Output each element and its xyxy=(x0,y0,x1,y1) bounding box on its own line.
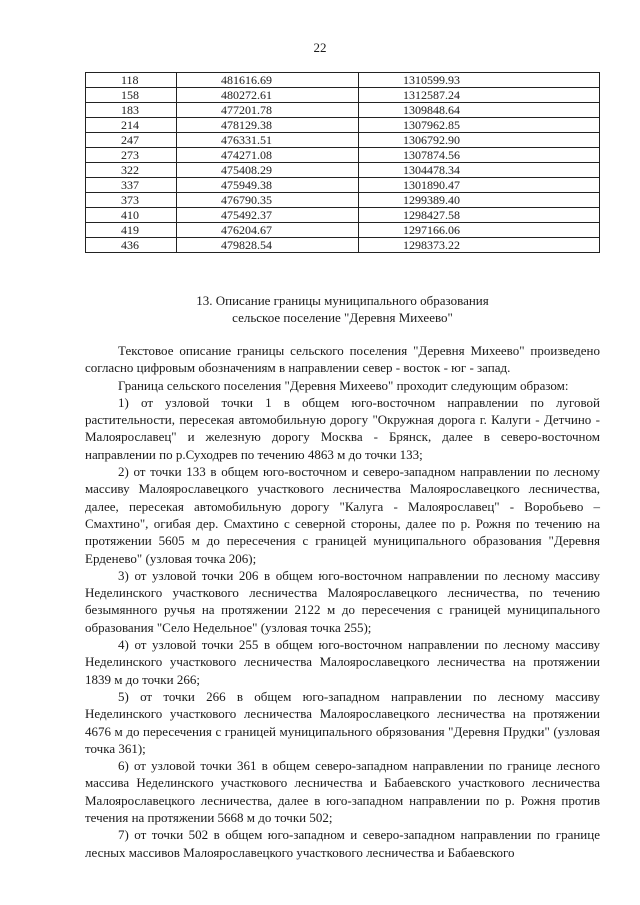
table-row xyxy=(86,73,600,88)
x-coordinate-cell: 476331.51 xyxy=(177,133,359,148)
y-coordinate-cell: 1298373.22 xyxy=(359,238,600,253)
x-coordinate-cell: 475408.29 xyxy=(177,163,359,178)
point-number-cell: 373 xyxy=(86,193,177,208)
section-title-line-1: 13. Описание границы муниципального образования xyxy=(196,293,489,308)
y-coordinate-cell: 1301890.47 xyxy=(359,178,600,193)
point-number-cell: 158 xyxy=(86,88,177,103)
table-row xyxy=(86,88,600,103)
x-coordinate-cell: 480272.61 xyxy=(177,88,359,103)
paragraph: 4) от узловой точки 255 в общем юго-восточном направлении по лесному массиву Неделинского участкового лесничества Малоярославецкого лесничества на протяжении 1839 м до точки 266; xyxy=(85,637,600,687)
table-row xyxy=(86,103,600,118)
y-coordinate-cell: 1306792.90 xyxy=(359,133,600,148)
boundary-description xyxy=(85,342,600,861)
page-number: 22 xyxy=(313,40,327,55)
table-row xyxy=(86,208,600,223)
x-coordinate-cell: 475949.38 xyxy=(177,178,359,193)
paragraph: 6) от узловой точки 361 в общем северо-западном направлении по границе лесного массива Неделинского участкового лесничества и Бабаевского участкового лесничества Малоярославецкого лесничества, далее в юго-западном направлении по р. Рожня против течения на протяжении 5668 м до точки 502; xyxy=(85,758,600,826)
point-number-cell: 337 xyxy=(86,178,177,193)
table-row xyxy=(86,223,600,238)
y-coordinate-cell: 1299389.40 xyxy=(359,193,600,208)
point-number-cell: 247 xyxy=(86,133,177,148)
y-coordinate-cell: 1307874.56 xyxy=(359,148,600,163)
x-coordinate-cell: 476790.35 xyxy=(177,193,359,208)
section-title xyxy=(85,292,600,326)
point-number-cell: 273 xyxy=(86,148,177,163)
y-coordinate-cell: 1304478.34 xyxy=(359,163,600,178)
point-number-cell: 214 xyxy=(86,118,177,133)
y-coordinate-cell: 1297166.06 xyxy=(359,223,600,238)
section-title-line-2: сельское поселение "Деревня Михеево" xyxy=(232,310,453,325)
x-coordinate-cell: 477201.78 xyxy=(177,103,359,118)
y-coordinate-cell: 1307962.85 xyxy=(359,118,600,133)
x-coordinate-cell: 474271.08 xyxy=(177,148,359,163)
x-coordinate-cell: 478129.38 xyxy=(177,118,359,133)
table-row xyxy=(86,163,600,178)
point-number-cell: 183 xyxy=(86,103,177,118)
table-row xyxy=(86,148,600,163)
x-coordinate-cell: 476204.67 xyxy=(177,223,359,238)
point-number-cell: 436 xyxy=(86,238,177,253)
coordinates-table xyxy=(85,72,600,253)
table-row xyxy=(86,178,600,193)
x-coordinate-cell: 481616.69 xyxy=(177,73,359,88)
point-number-cell: 419 xyxy=(86,223,177,238)
paragraph: Текстовое описание границы сельского поселения "Деревня Михеево" произведено согласно цифровым обозначениям в направлении север - восток - юг - запад. xyxy=(85,343,600,376)
y-coordinate-cell: 1298427.58 xyxy=(359,208,600,223)
x-coordinate-cell: 475492.37 xyxy=(177,208,359,223)
point-number-cell: 118 xyxy=(86,73,177,88)
point-number-cell: 410 xyxy=(86,208,177,223)
paragraph: 5) от точки 266 в общем юго-западном направлении по лесному массиву Неделинского участкового лесничества Малоярославецкого лесничества на протяжении 4676 м до пересечения с границей муниципального обрязования "Деревня Прудки" (узловая точка 361); xyxy=(85,688,600,756)
paragraph: Граница сельского поселения "Деревня Михеево" проходит следующим образом: xyxy=(118,377,569,393)
paragraph: 3) от узловой точки 206 в общем юго-восточном направлении по лесному массиву Неделинского участкового лесничества Малоярославецкого лесничества, по течению безымянного ручья на протяжении 2122 м до пересечения с границей муниципального образования "Село Недельное" (узловая точка 255); xyxy=(85,567,600,635)
y-coordinate-cell: 1312587.24 xyxy=(359,88,600,103)
point-number-cell: 322 xyxy=(86,163,177,178)
x-coordinate-cell: 479828.54 xyxy=(177,238,359,253)
paragraph: 2) от точки 133 в общем юго-восточном и северо-западном направлении по лесному массиву Малоярославецкого участкового лесничества Малоярославецкого лесничества, далее, пересекая автомобильную дорогу "Калуга - Малоярославец" - Воробьево – Смахтино", огибая дер. Смахтино с северной стороны, далее по р. Рожня по течению на протяжении 5605 м до пересечения с границей муниципального образования "Деревня Ерденево" (узловая точка 206); xyxy=(85,464,600,566)
y-coordinate-cell: 1309848.64 xyxy=(359,103,600,118)
y-coordinate-cell: 1310599.93 xyxy=(359,73,600,88)
table-row xyxy=(86,193,600,208)
paragraph: 1) от узловой точки 1 в общем юго-восточном направлении по луговой растительности, пересекая автомобильную дорогу "Окружная дорога г. Калуги - Детчино - Малоярославец" и железную дорогу Москва - Брянск, далее в северо-восточном направлении по р.Суходрев по течению 4863 м до точки 133; xyxy=(85,394,600,462)
table-row xyxy=(86,133,600,148)
table-row xyxy=(86,238,600,253)
paragraph: 7) от точки 502 в общем юго-западном и северо-западном направлении по границе лесных массивов Малоярославецкого участкового лесничества и Бабаевского xyxy=(85,827,600,860)
table-row xyxy=(86,118,600,133)
